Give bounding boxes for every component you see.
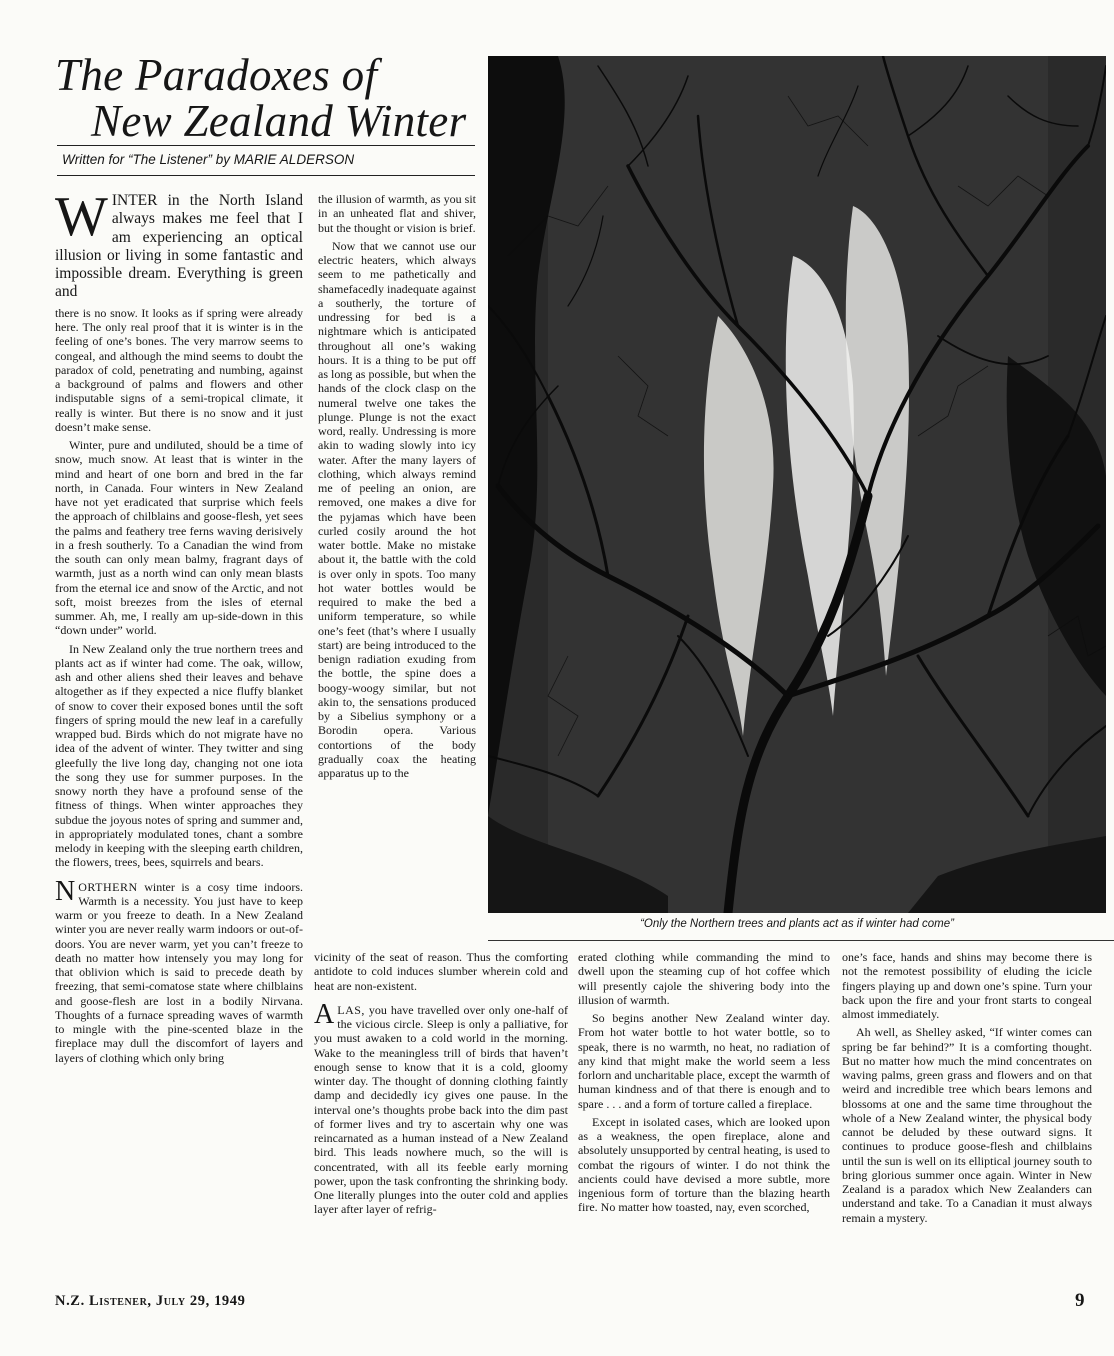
paragraph: erated clothing while commanding the mind to dwell upon the steaming cup of hot coffee which will presently cajole the shivering body into the illusion of warmth. — [578, 950, 830, 1007]
page-number: 9 — [1075, 1290, 1085, 1311]
paragraph: there is no snow. It looks as if spring were already here. The only real proof that it is winter is in the feeling of one’s bones. The very marrow seems to congeal, and although the mind seems to doubt the paradox of cold, penetrating and numbing, against a background of palms and flowers and other indisputable signs of a semi-tropical climate, it really is winter. But there is no snow and it just doesn’t make sense. — [55, 305, 303, 434]
paragraph: Ah well, as Shelley asked, “If winter comes can spring be far behind?” It is a comforting thought. But no matter how much the mind concentrates on waving palms, green grass and flowers and on that weird and incredible tree which bears lemons and blossoms at one and the same time throughout the whole of a New Zealand winter, the physical body cannot be deluded by these outward signs. It continues to produce goose-flesh and chilblains until the sun is well on its elliptical journey south to bring glorious summer once again. Winter in New Zealand is a paradox which New Zealanders can understand and take. To a Canadian it must always remain a mystery. — [842, 1025, 1092, 1225]
photo-caption: “Only the Northern trees and plants act as if winter had come” — [640, 918, 954, 930]
paragraph: Except in isolated cases, which are looked upon as a weakness, the open fireplace, alone and absolutely unsupported by central heating, is used to combat the rigours of winter. I do not think the ancients could have devised a more subtle, more ingenious form of torture than the blazing hearth fire. No matter how toasted, nay, even scorched, — [578, 1114, 830, 1215]
section-divider — [488, 940, 1114, 941]
section-text: winter is a cosy time indoors. Warmth is a necessity. You just have to keep warm or you freeze to death. In a New Zealand winter you are never really warm indoors or out-of-doors. You are never warm, yet you can’t freeze to death no matter how intensely you may long for that oblivion which is said to precede death by freezing, that semi-comatose state where chilblains and goose-flesh are lost in a bodily Nirvana. Thoughts of a furnace spreading waves of warmth to mingle with the pine-scented blaze in the fireplace may dull the discomfort of layers and layers of clothing which only bring — [55, 879, 303, 1065]
paragraph: vicinity of the seat of reason. Thus the comforting antidote to cold induces slumber wherein cold and heat are non-existent. — [314, 950, 568, 993]
text-column-2-lower — [314, 950, 568, 1221]
title-line-2: New Zealand Winter — [91, 96, 467, 146]
section-lead: ORTHERN — [78, 879, 138, 894]
article-title — [55, 52, 475, 144]
section-initial: N — [55, 875, 76, 907]
paragraph: the illusion of warmth, as you sit in an unheated flat and shiver, but the thought or vision is brief. — [318, 192, 476, 235]
paragraph: So begins another New Zealand winter day. From hot water bottle to hot water bottle, so to speak, there is no warmth, no heat, no radiation of any kind that might make the world seem a less forlorn and uncharitable place, except the warmth of human kindness and of that there is enough and to spare . . . and a form of torture called a fireplace. — [578, 1011, 830, 1111]
section-initial: A — [314, 998, 335, 1030]
byline-divider — [57, 175, 475, 176]
text-column-1 — [55, 186, 303, 1069]
byline: Written for “The Listener” by MARIE ALDERSON — [62, 152, 355, 167]
paragraph: Winter, pure and undiluted, should be a time of snow, much snow. At least that is winter in the mind and heart of one born and bred in the far north, in Canada. Four winters in New Zealand have not yet eradicated that surprise which feels the approach of chilblains and goose-flesh, yet sees the palms and feathery tree ferns waving derisively in a fresh southerly. To a Canadian the wind from the south can only mean balmy, fragrant days of warmth, just as a north wind can only mean blasts from the eternal ice and snow of the Arctic, and not soft, moist breezes from the isles of eternal summer. Ah, me, I really am up-side-down in this “down under” world. — [55, 438, 303, 638]
section-text: you have travelled over only one-half of the vicious circle. Sleep is only a palliative, for you must awaken to a cold world in the morning. Wake to the meaningless trill of birds that haven’t enough sense to know that it is a cold, gloomy winter day. The thought of donning clothing faintly damp and decidedly icy gives one pause. In the interval one’s thoughts probe back into the dim past of former lives and try to ascertain why one was reincarnated as a human instead of a New Zealand bird. This leads nowhere much, so the will is concentrated, with all its feeble early morning power, upon the task confronting the shrinking body. One literally plunges into the outer cold and applies layer after layer of refrig- — [314, 1002, 569, 1217]
paragraph: one’s face, hands and shins may become there is not the remotest possibility of eluding the icicle fingers playing up and down one’s spine. Turn your back upon the fire and your front starts to congeal almost immediately. — [842, 950, 1092, 1021]
title-line-1: The Paradoxes of — [55, 50, 378, 100]
section-paragraph — [314, 998, 569, 1217]
text-column-2 — [318, 192, 476, 784]
title-divider — [57, 145, 475, 146]
section-paragraph — [55, 875, 303, 1065]
section-lead: LAS, — [337, 1002, 365, 1017]
publication-footer: N.Z. Listener, July 29, 1949 — [55, 1293, 246, 1309]
lead-text: INTER in the North Island always makes me feel that I am experiencing an optical illusion or living in some fantastic and impossible dream. Everything is green and — [55, 192, 303, 301]
winter-trees-photo — [488, 56, 1106, 913]
lead-paragraph — [55, 186, 303, 302]
trees-illustration — [488, 56, 1106, 913]
paragraph: In New Zealand only the true northern trees and plants act as if winter had come. The oak, willow, ash and other aliens shed their leaves and behave altogether as if they expected a nice fluffy blanket of snow to cover their exposed bones until the soft fingers of spring mould the new leaf in a carefully wrapped bud. Birds which do not migrate have no idea of the advent of winter. They twitter and sing gleefully the live long day, changing not one iota the song they use for summer purposes. In the snowy north they have a profound sense of the fitness of things. When winter approaches they subdue the joyous notes of spring and summer and, in appropriately modulated tones, chant a sombre melody in keeping with the sleeping earth children, the flowers, trees, bees, squirrels and bears. — [55, 641, 303, 870]
paragraph: Now that we cannot use our electric heaters, which always seem to me pathetically and shamefacedly inadequate against a southerly, the torture of undressing for bed is a nightmare which is anticipated throughout all one’s waking hours. It is a thing to be put off as long as possible, but when the hands of the clock clasp on the numeral twelve one takes the plunge. Plunge is not the exact word, really. Undressing is more akin to wading slowly into icy water. After the many layers of clothing, which always remind me of peeling an onion, are removed, one makes a dive for the pyjamas which have been curled cosily around the hot water bottle. Make no mistake about it, the battle with the cold is over only in spots. Too many hot water bottles would be required to make the bed a uniform temperature, so while one’s feet (that’s where I usually start) are being introduced to the benign radiation exuding from the bottle, the spine does a boogy-woogy similar, but not akin to, the sensations produced by a Sibelius symphony or a Borodin opera. Various contortions of the body gradually coax the heating apparatus up to the — [318, 238, 476, 780]
text-column-3 — [578, 950, 830, 1219]
drop-cap: W — [55, 186, 108, 248]
text-column-4 — [842, 950, 1092, 1229]
